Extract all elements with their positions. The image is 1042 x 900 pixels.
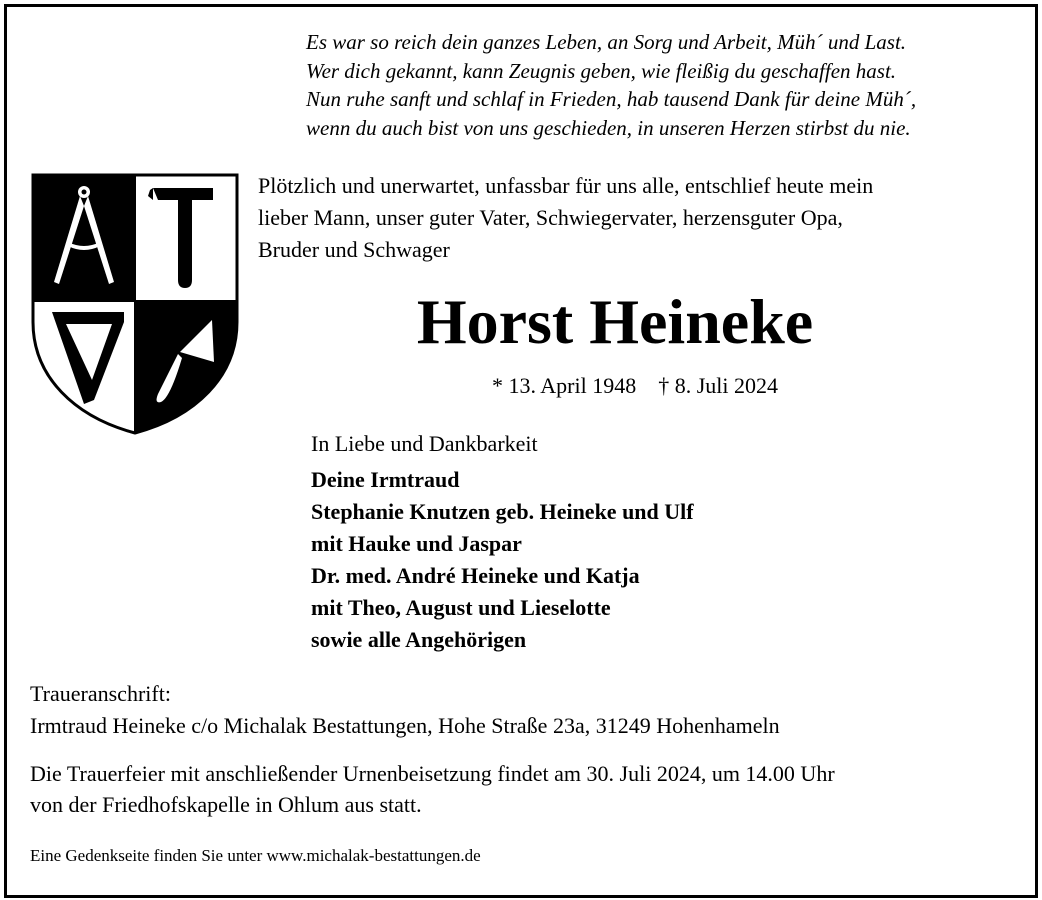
address-value: Irmtraud Heineke c/o Michalak Bestattungen, Hohe Straße 23a, 31249 Hohenhameln	[30, 713, 780, 738]
death-date: † 8. Juli 2024	[658, 373, 779, 398]
mourner-line: mit Hauke und Jaspar	[311, 531, 522, 556]
poem-line: wenn du auch bist von uns geschieden, in unseren Herzen stirbst du nie.	[306, 115, 911, 140]
deceased-name: Horst Heineke	[416, 286, 814, 357]
poem-line: Nun ruhe sanft und schlaf in Frieden, hab tausend Dank für deine Müh´,	[306, 87, 917, 111]
mourning-address	[30, 678, 780, 742]
mourners-list	[311, 464, 694, 656]
mourner-line: mit Theo, August und Lieselotte	[311, 595, 611, 620]
announcement-line: Plötzlich und unerwartet, unfassbar für uns alle, entschlief heute mein	[258, 173, 874, 198]
announcement-line: lieber Mann, unser guter Vater, Schwiegervater, herzensguter Opa,	[258, 205, 843, 230]
mourner-line: Stephanie Knutzen geb. Heineke und Ulf	[311, 499, 694, 524]
memorial-poem	[306, 28, 916, 142]
deceased-name-block	[0, 282, 1042, 362]
address-label: Traueranschrift:	[30, 681, 171, 706]
memorial-page-note: Eine Gedenkseite finden Sie unter www.michalak-bestattungen.de	[30, 846, 481, 865]
poem-line: Wer dich gekannt, kann Zeugnis geben, wie fleißig du geschaffen hast.	[306, 58, 897, 83]
poem-line: Es war so reich dein ganzes Leben, an Sorg und Arbeit, Müh´ und Last.	[306, 30, 907, 54]
ceremony-info	[30, 758, 835, 820]
ceremony-line: Die Trauerfeier mit anschließender Urnenbeisetzung findet am 30. Juli 2024, um 14.00 Uhr	[30, 761, 835, 786]
mourner-line: sowie alle Angehörigen	[311, 627, 527, 652]
mourner-line: Deine Irmtraud	[311, 467, 460, 492]
mourners-intro: In Liebe und Dankbarkeit	[311, 431, 538, 456]
ceremony-line: von der Friedhofskapelle in Ohlum aus statt.	[30, 792, 422, 817]
announcement-line: Bruder und Schwager	[258, 237, 450, 262]
mourner-line: Dr. med. André Heineke und Katja	[311, 563, 640, 588]
birth-date: * 13. April 1948	[492, 373, 637, 398]
life-dates	[492, 370, 778, 402]
death-announcement	[258, 170, 873, 266]
